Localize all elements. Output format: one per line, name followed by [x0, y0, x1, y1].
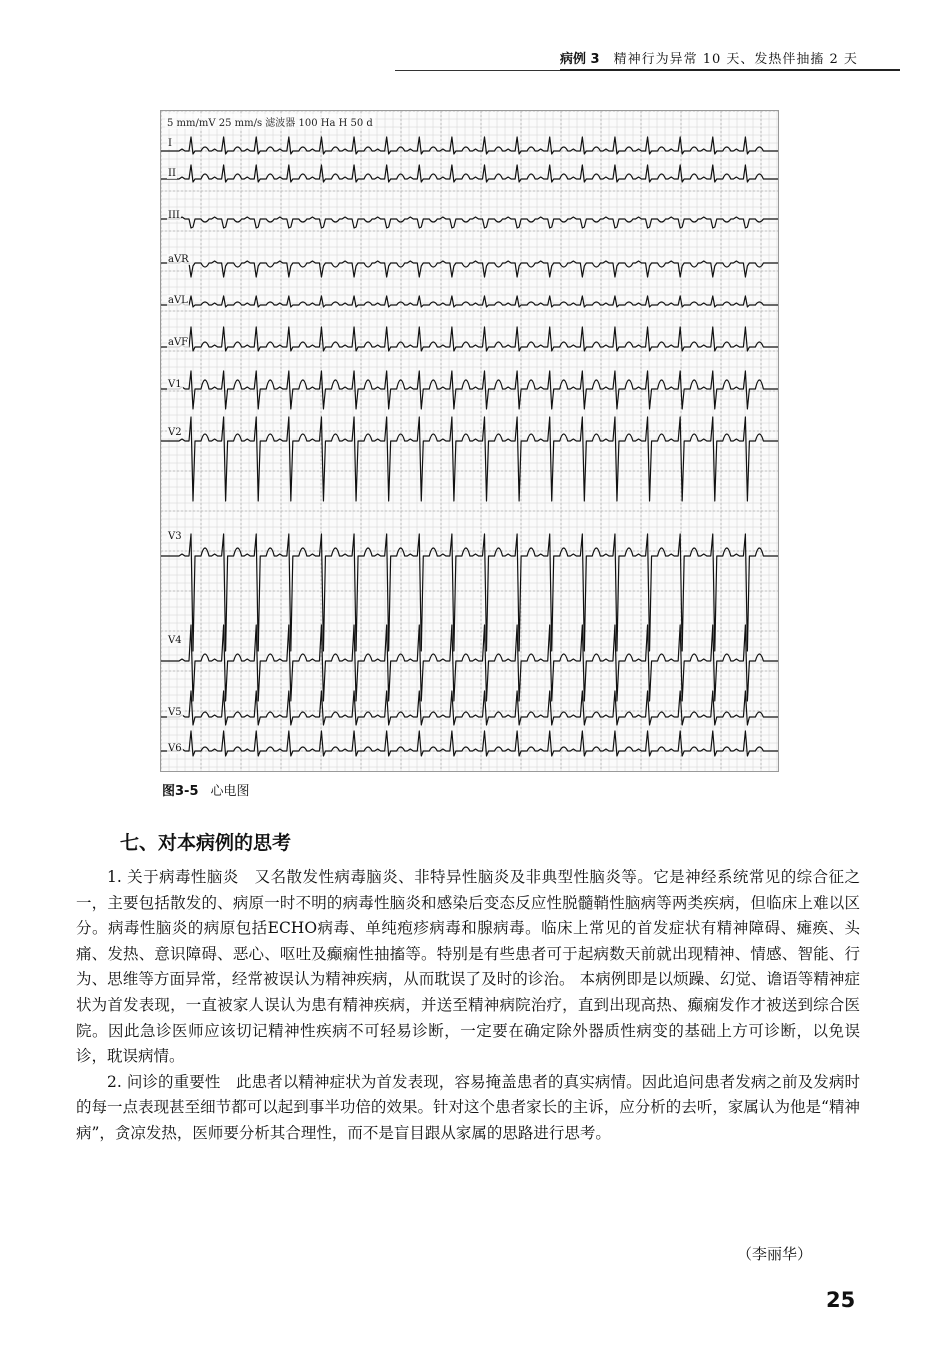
- lead-label-v6: V6: [168, 743, 182, 754]
- lead-label-v5: V5: [168, 707, 182, 718]
- ecg-settings: 5 mm/mV 25 mm/s 滤波器 100 Ha H 50 d: [165, 114, 375, 129]
- ecg-strip-avl: [161, 296, 778, 307]
- ecg-strip-ii: [161, 165, 778, 182]
- header-rule: [395, 70, 900, 71]
- running-header: [560, 48, 900, 67]
- lead-label-iii: III: [168, 210, 180, 221]
- ecg-strip-avr: [161, 261, 778, 277]
- ecg-strip-iii: [161, 217, 778, 228]
- lead-label-avf: aVF: [168, 337, 189, 348]
- figure-caption: [162, 780, 250, 799]
- lead-label-v1: V1: [168, 379, 182, 390]
- lead-label-v4: V4: [168, 635, 182, 646]
- ecg-strip-avf: [161, 327, 778, 351]
- paragraph-inquiry: 2. 问诊的重要性 此患者以精神症状为首发表现，容易掩盖患者的真实病情。因此追问患者发病之前及发病时的每一点表现甚至细节都可以起到事半功倍的效果。针对这个患者家长的主诉，应分析的去听，家属认为他是“精神病”，贪凉发热，医师要分析其合理性，而不是盲目跟从家属的思路进行思考。: [76, 1072, 860, 1142]
- lead-label-i: I: [168, 138, 172, 149]
- lead-label-v2: V2: [168, 427, 182, 438]
- page-number: 25: [826, 1288, 856, 1312]
- ecg-strip-v3: [161, 534, 778, 651]
- ecg-trace: [161, 111, 778, 771]
- figure-caption-text: 心电图: [210, 784, 250, 799]
- lead-label-avl: aVL: [168, 295, 188, 306]
- ecg-strip-v1: [161, 371, 778, 409]
- lead-label-v3: V3: [168, 531, 182, 542]
- case-title: 精神行为异常 10 天、发热伴抽搐 2 天: [613, 52, 858, 67]
- paragraph-encephalitis: 1. 关于病毒性脑炎 又名散发性病毒脑炎、非特异性脑炎及非典型性脑炎等。它是神经系统常见的综合征之一，主要包括散发的、病原一时不明的病毒性脑炎和感染后变态反应性脱髓鞘性脑病等两类疾病，但临床上难以区分。病毒性脑炎的病原包括ECHO病毒、单纯疱疹病毒和腺病毒。临床上常见的首发症状有精神障碍、瘫痪、头痛、发热、意识障碍、恶心、呕吐及癫痫性抽搐等。特别是有些患者可于起病数天前就出现精神、情感、智能、行为、思维等方面异常，经常被误认为精神疾病，从而耽误了及时的诊治。 本病例即是以烦躁、幻觉、谵语等精神症状为首发表现，一直被家人误认为患有精神疾病，并送至精神病院治疗，直到出现高热、癫痫发作才被送到综合医院。因此急诊医师应该切记精神性疾病不可轻易诊断，一定要在确定除外器质性病变的基础上方可诊断，以免误诊，耽误病情。: [76, 868, 860, 1066]
- case-label: 病例 3: [560, 52, 600, 67]
- ecg-strip-v2: [161, 417, 778, 501]
- ecg-strip-i: [161, 137, 778, 154]
- section-heading: 七、对本病例的思考: [120, 832, 292, 854]
- lead-label-avr: aVR: [168, 254, 189, 265]
- author: （李丽华）: [737, 1245, 813, 1263]
- lead-label-ii: II: [168, 168, 176, 179]
- ecg-figure: [160, 110, 779, 772]
- body-text: [76, 865, 860, 1147]
- figure-number: 图3-5: [162, 784, 199, 799]
- ecg-strip-v5: [161, 691, 778, 725]
